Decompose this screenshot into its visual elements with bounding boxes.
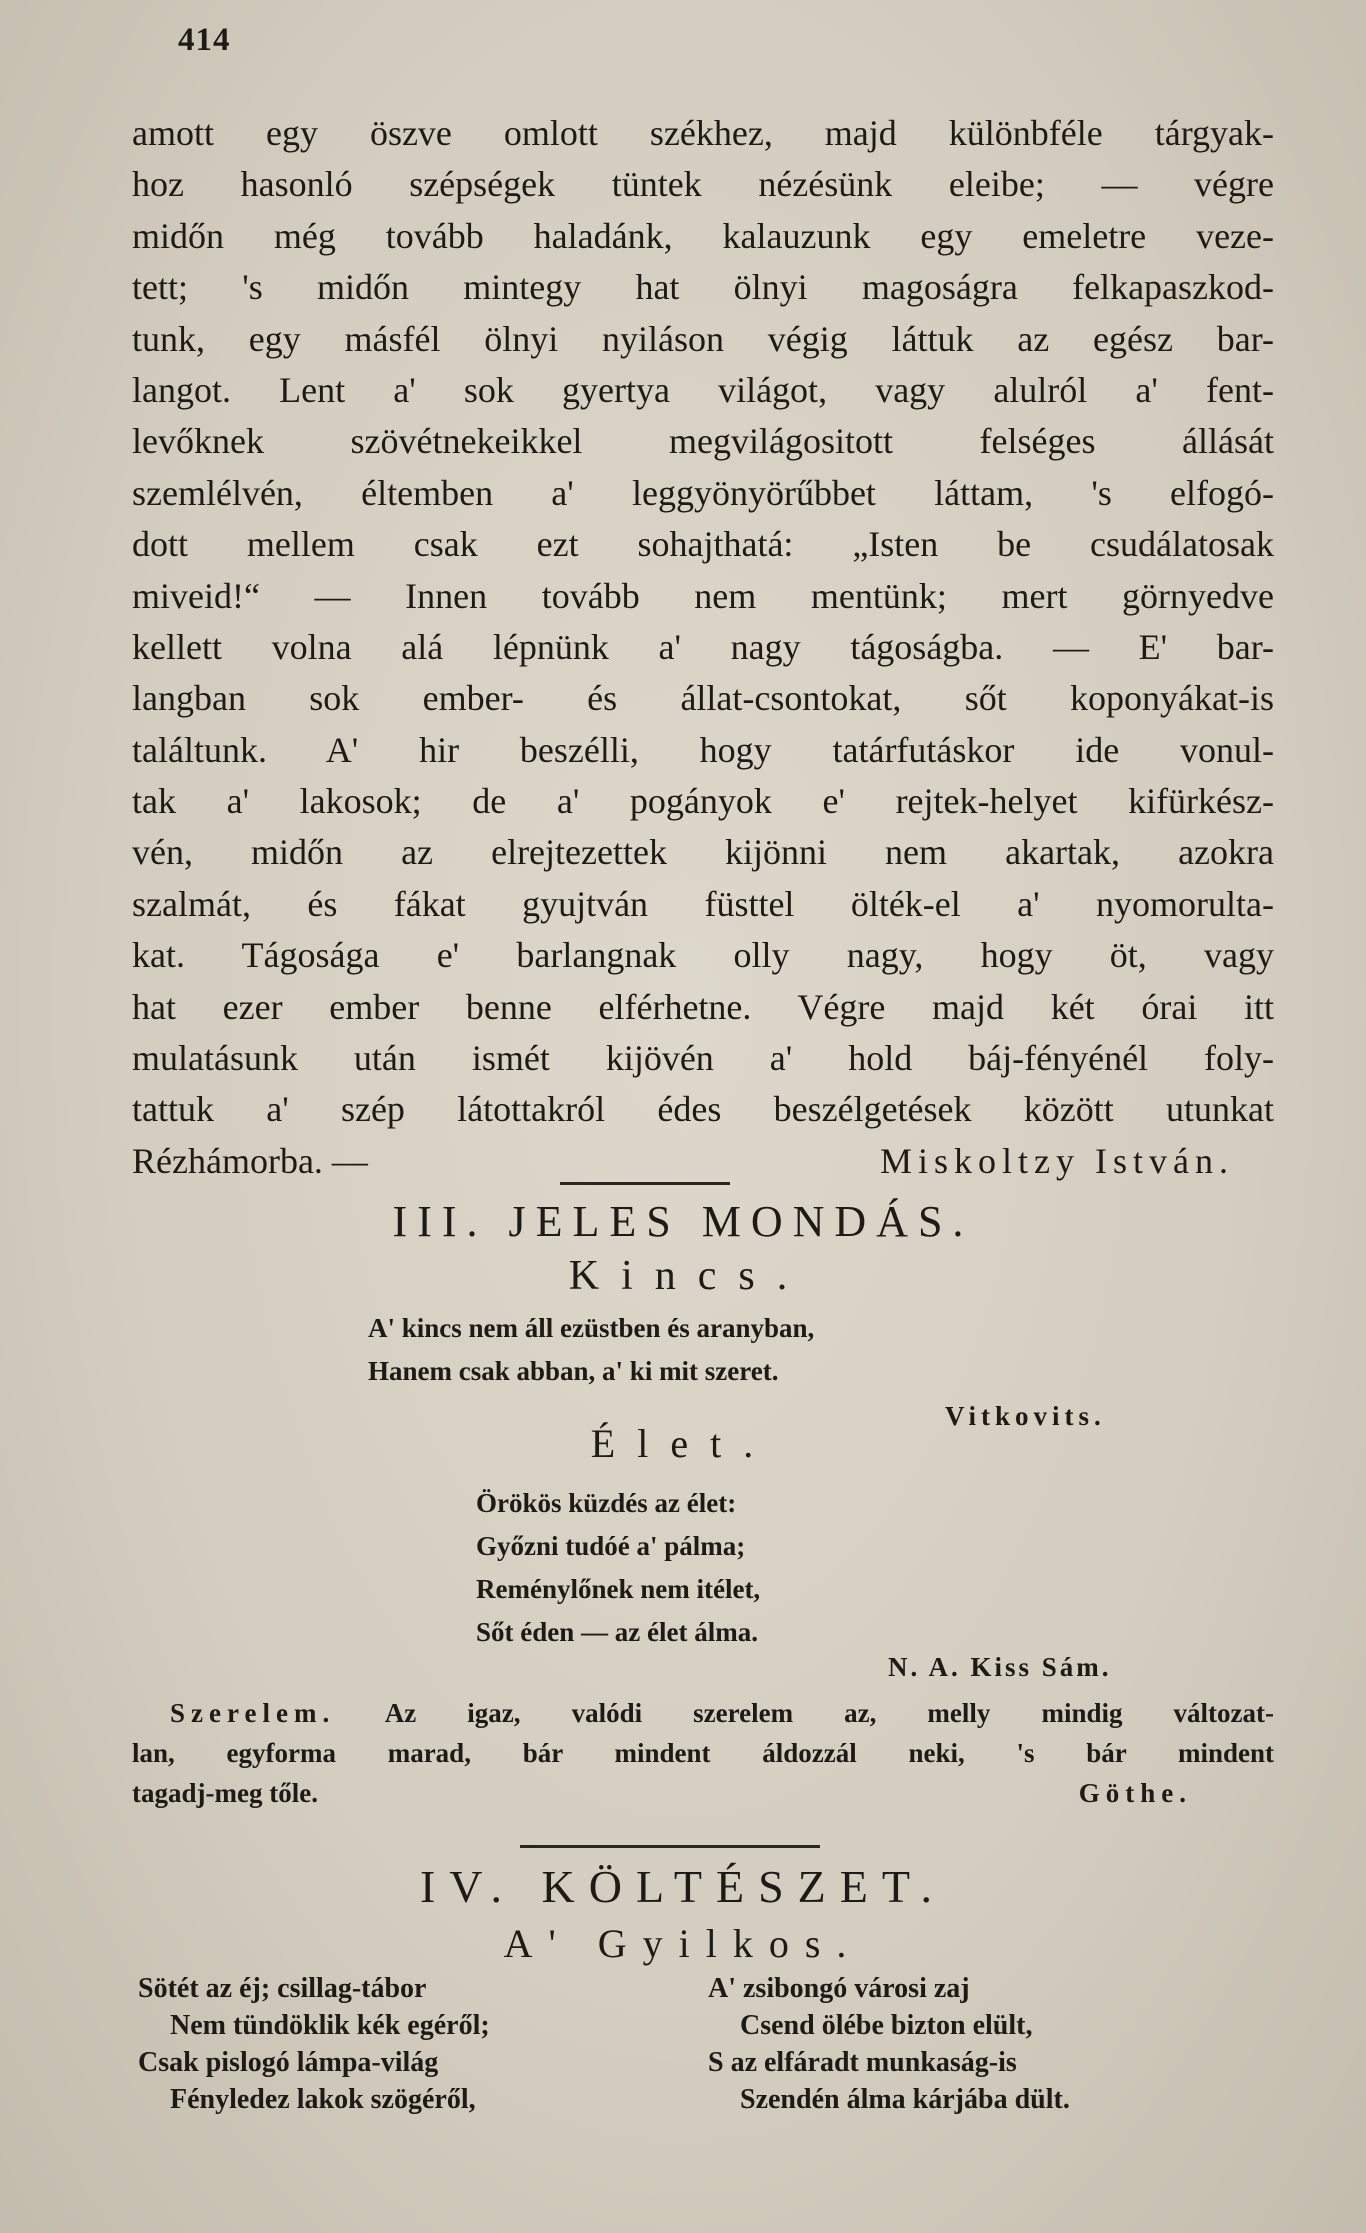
poem-line: S az elfáradt munkaság-is bbox=[708, 2047, 1017, 2078]
body-line: levőknek szövétnekeikkel megvilágositott felséges állását bbox=[132, 421, 1274, 462]
body-line: találtunk. A' hir beszélli, hogy tatárfutáskor ide vonul- bbox=[132, 729, 1274, 770]
poem-line: A' zsibongó városi zaj bbox=[708, 1973, 970, 2004]
poem-line: Sötét az éj; csillag-tábor bbox=[138, 1973, 427, 2004]
body-line: hoz hasonló szépségek tüntek nézésünk eleibe; — végre bbox=[132, 164, 1274, 205]
body-line: mulatásunk után ismét kijövén a' hold báj-fényénél foly- bbox=[132, 1038, 1274, 1079]
section-heading-3: III. JELES MONDÁS. bbox=[392, 1197, 974, 1246]
body-line: amott egy öszve omlott székhez, majd különbféle tárgyak- bbox=[132, 113, 1274, 153]
verse-line: Örökös küzdés az élet: bbox=[476, 1488, 737, 1518]
verse-line: Hanem csak abban, a' ki mit szeret. bbox=[368, 1356, 779, 1386]
kincs-author: Vitkovits. bbox=[945, 1401, 1106, 1431]
elet-author: N. A. Kiss Sám. bbox=[888, 1652, 1112, 1682]
poem-left-column bbox=[138, 1970, 490, 2118]
section-heading-4: IV. KÖLTÉSZET. bbox=[419, 1861, 947, 1912]
poem-line: Nem tündöklik kék egéről; bbox=[170, 2010, 490, 2041]
body-line: szalmát, és fákat gyujtván füsttel ölték-el a' nyomorulta- bbox=[132, 883, 1274, 924]
elet-title: Élet. bbox=[590, 1421, 776, 1466]
article-body bbox=[132, 108, 1274, 1187]
body-line: tunk, egy másfél ölnyi nyiláson végig láttuk az egész bar- bbox=[132, 318, 1274, 359]
verse-line: Reménylőnek nem itélet, bbox=[476, 1574, 761, 1604]
body-line: vén, midőn az elrejtezettek kijönni nem akartak, azokra bbox=[132, 832, 1274, 873]
prose-line: lan, egyforma marad, bár mindent áldozzál neki, 's bár mindent bbox=[132, 1738, 1274, 1768]
poem-line: Csend ölébe bizton elült, bbox=[740, 2010, 1033, 2041]
section-divider bbox=[520, 1845, 820, 1848]
elet-verse bbox=[476, 1482, 760, 1654]
verse-line: Sőt éden — az élet álma. bbox=[476, 1617, 758, 1647]
szerelem-author: Göthe. bbox=[1078, 1778, 1192, 1808]
body-line: hat ezer ember benne elférhetne. Végre majd két órai itt bbox=[132, 986, 1274, 1027]
poem-title: A' Gyilkos. bbox=[503, 1921, 863, 1966]
section-divider bbox=[560, 1182, 730, 1185]
body-line: tak a' lakosok; de a' pogányok e' rejtek-helyet kifürkész- bbox=[132, 781, 1274, 822]
szerelem-title: Szerelem. bbox=[170, 1698, 336, 1728]
body-line: dott mellem csak ezt sohajthatá: „Isten be csudálatosak bbox=[132, 524, 1274, 565]
kincs-title: Kincs. bbox=[568, 1253, 810, 1299]
body-line: langot. Lent a' sok gyertya világot, vagy alulról a' fent- bbox=[132, 369, 1274, 410]
prose-text: tagadj-meg tőle. bbox=[132, 1778, 318, 1808]
poem-line: Fényledez lakok szögéről, bbox=[170, 2084, 476, 2115]
body-line: kat. Tágosága e' barlangnak olly nagy, hogy öt, vagy bbox=[132, 935, 1274, 976]
author-signature: Miskoltzy István. bbox=[880, 1140, 1234, 1181]
poem-line: Csak pislogó lámpa-világ bbox=[138, 2047, 439, 2078]
prose-text: Az igaz, valódi szerelem az, melly mindig változat- bbox=[384, 1698, 1274, 1728]
body-line: tattuk a' szép látottakról édes beszélgetések között utunkat bbox=[132, 1089, 1274, 1130]
body-line: miveid!“ — Innen tovább nem mentünk; mert görnyedve bbox=[132, 575, 1274, 616]
body-line: szemlélvén, éltemben a' leggyönyörűbbet láttam, 's elfogó- bbox=[132, 472, 1274, 513]
body-line: langban sok ember- és állat-csontokat, sőt koponyákat-is bbox=[132, 678, 1274, 719]
closing-line: Rézhámorba. — bbox=[132, 1140, 368, 1181]
body-line: kellett volna alá lépnünk a' nagy tágoságba. — E' bar- bbox=[132, 626, 1274, 667]
kincs-verse bbox=[368, 1307, 814, 1393]
szerelem-paragraph bbox=[132, 1693, 1274, 1813]
poem-right-column bbox=[708, 1970, 1070, 2118]
verse-line: Győzni tudóé a' pálma; bbox=[476, 1531, 746, 1561]
poem-line: Szendén álma kárjába dült. bbox=[740, 2084, 1070, 2115]
body-line: tett; 's midőn mintegy hat ölnyi magoságra felkapaszkod- bbox=[132, 267, 1274, 308]
closing-row bbox=[132, 1136, 1274, 1187]
page-number: 414 bbox=[178, 22, 231, 58]
prose-line bbox=[170, 1693, 1274, 1733]
body-line: midőn még tovább haladánk, kalauzunk egy emeletre veze- bbox=[132, 215, 1274, 256]
prose-line bbox=[132, 1773, 1192, 1813]
verse-line: A' kincs nem áll ezüstben és aranyban, bbox=[368, 1313, 815, 1343]
